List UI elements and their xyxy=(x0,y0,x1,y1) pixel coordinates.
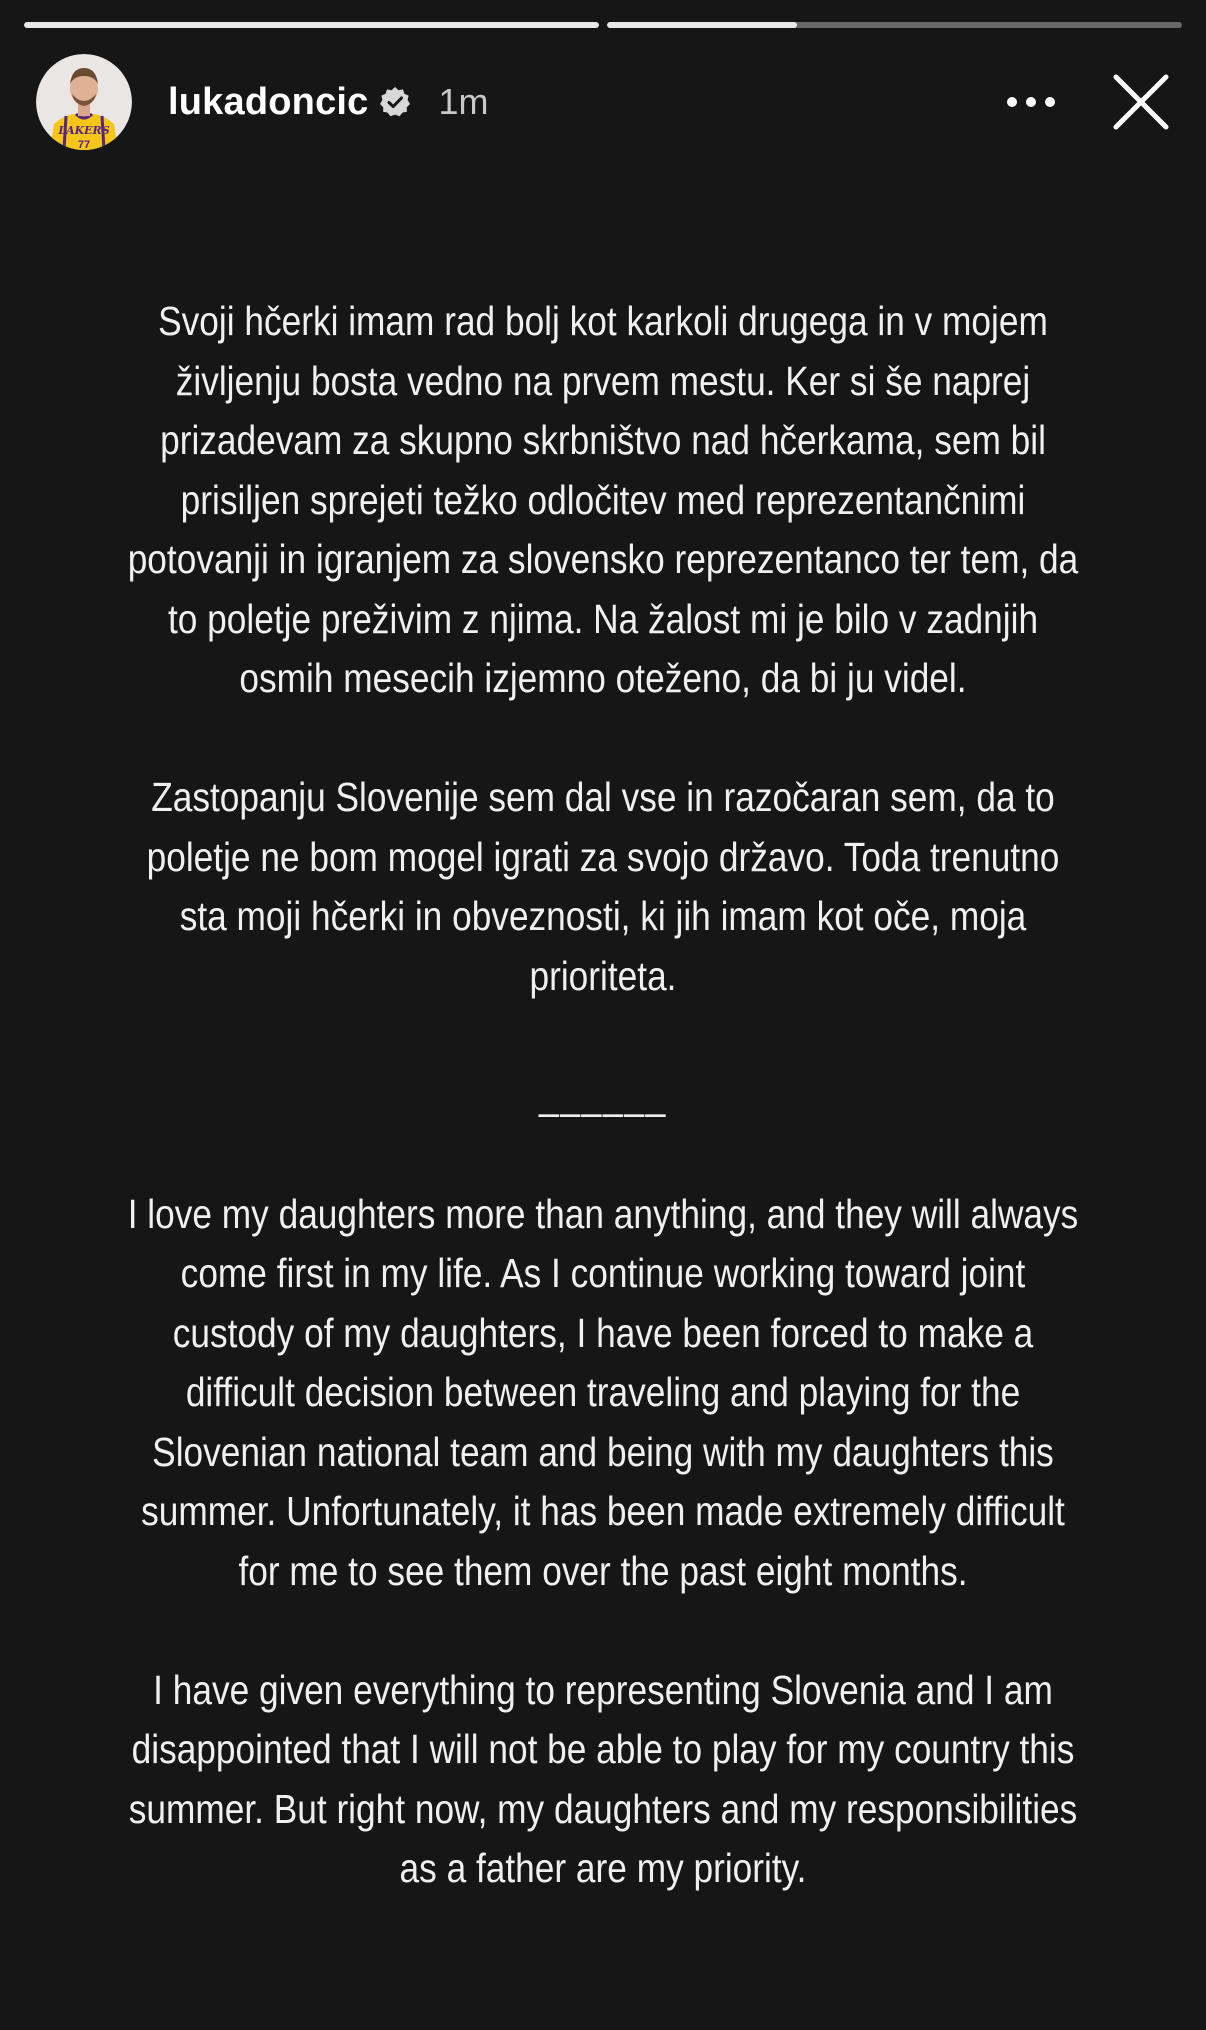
story-paragraph-slovenian-2: Zastopanju Slovenije sem dal vse in razočaran sem, da to poletje ne bom mogel igrati za svojo državo. Toda trenutno sta moji hčerki in obveznosti, ki jih imam kot oče, moja prioriteta. xyxy=(146,774,1060,999)
story-progress-bar xyxy=(24,22,1182,28)
verified-badge-icon xyxy=(379,86,411,118)
story-text-body xyxy=(40,292,1166,1958)
story-header xyxy=(36,54,1176,150)
post-timestamp: 1m xyxy=(438,81,489,122)
close-button[interactable] xyxy=(1106,67,1176,137)
story-paragraph-english-1: I love my daughters more than anything, and they will always come first in my life. As I continue working toward joint custody of my daughters, I have been forced to make a difficult decision between traveling and playing for the Slovenian national team and being with my daughters this summer. Unfortunately, it has been made extremely difficult for me to see them over the past eight months. xyxy=(127,1190,1079,1594)
player-avatar-icon xyxy=(36,54,132,150)
svg-text:LAKERS: LAKERS xyxy=(58,124,110,137)
svg-text:77: 77 xyxy=(77,139,91,150)
story-paragraph-english-2: I have given everything to representing Slovenia and I am disappointed that I will not be able to play for my country this summer. But right now, my daughters and my responsibilities as a father are my priority. xyxy=(128,1666,1078,1891)
story-progress-fill-2 xyxy=(607,22,797,28)
story-divider: ______ xyxy=(538,1071,667,1118)
story-progress-segment-1 xyxy=(24,22,599,28)
close-icon xyxy=(1112,73,1170,131)
story-progress-fill-1 xyxy=(24,22,599,28)
story-progress-segment-2 xyxy=(607,22,1182,28)
more-options-button[interactable] xyxy=(996,67,1066,137)
story-paragraph-slovenian-1: Svoji hčerki imam rad bolj kot karkoli drugega in v mojem življenju bosta vedno na prvem mestu. Ker si še naprej prizadevam za skupno skrbništvo nad hčerkama, sem bil prisiljen sprejeti težko odločitev med reprezentančnimi potovanji in igranjem za slovensko reprezentanco ter tem, da to poletje preživim z njima. Na žalost mi je bilo v zadnjih osmih mesecih izjemno oteženo, da bi ju videl. xyxy=(127,298,1079,701)
more-options-icon xyxy=(1006,96,1056,108)
username[interactable]: lukadoncic xyxy=(168,80,369,123)
avatar[interactable] xyxy=(36,54,132,150)
